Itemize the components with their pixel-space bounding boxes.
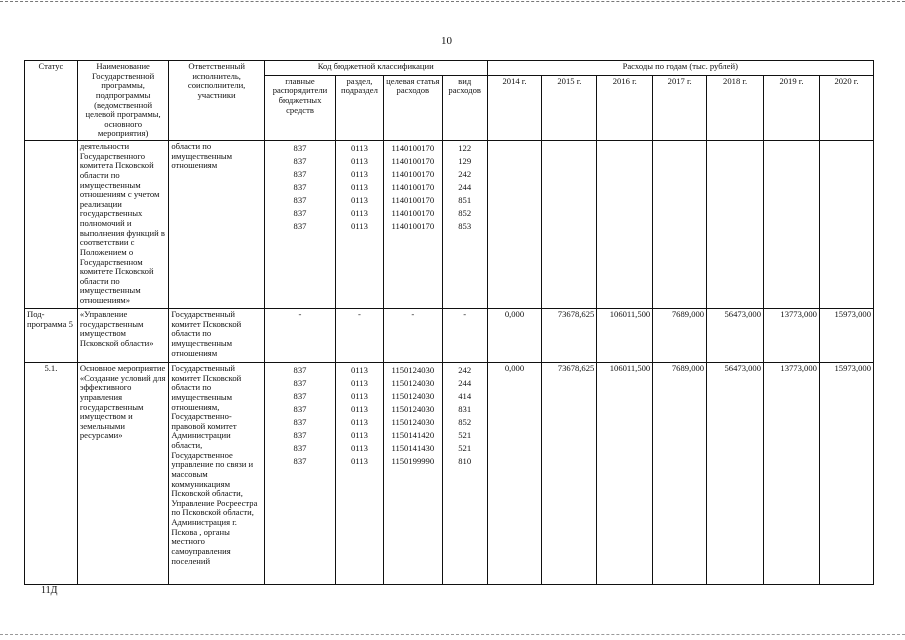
header-year: 2015 г.: [542, 75, 597, 140]
value-cell: 15973,000: [819, 363, 873, 585]
value-cell: 7689,000: [653, 309, 707, 363]
value-cell: [597, 141, 653, 309]
value-cell: [542, 141, 597, 309]
name-cell: «Управление государственным имуществом Псковской области»: [77, 309, 168, 363]
expense-type-cell: 242 244 414 831 852 521 521 810: [442, 363, 487, 585]
value-cell: [707, 141, 764, 309]
header-responsible: Ответственный исполнитель, соисполнители, участники: [169, 61, 265, 141]
header-budget-code: Код бюджетной классификации: [264, 61, 487, 76]
header-year: 2019 г.: [764, 75, 820, 140]
responsible-cell: Государственный комитет Псковской области по имущественным отношениям, Государственно-правовой комитет Администрации области, Государственное управление по связи и массовым коммуникациям Псковской области, Управление Росреестра по Псковской области, Администрация г. Пскова , органы местного самоуправления поселений: [169, 363, 265, 585]
target-item-cell: -: [383, 309, 442, 363]
budget-table: [24, 60, 874, 585]
status-cell: 5.1.: [25, 363, 78, 585]
header-expense-type: вид расходов: [442, 75, 487, 140]
value-cell: 0,000: [487, 309, 542, 363]
value-cell: 106011,500: [597, 309, 653, 363]
table-row: [25, 141, 874, 309]
value-cell: 56473,000: [707, 363, 764, 585]
value-cell: 7689,000: [653, 363, 707, 585]
value-cell: 73678,625: [542, 363, 597, 585]
section-cell: 0113 0113 0113 0113 0113 0113 0113 0113: [336, 363, 384, 585]
header-status: Статус: [25, 61, 78, 141]
chief-admin-cell: 837 837 837 837 837 837 837: [264, 141, 335, 309]
header-year: 2016 г.: [597, 75, 653, 140]
status-cell: Под-программа 5: [25, 309, 78, 363]
status-cell: [25, 141, 78, 309]
responsible-cell: области по имущественным отношениям: [169, 141, 265, 309]
value-cell: [653, 141, 707, 309]
expense-type-cell: 122 129 242 244 851 852 853: [442, 141, 487, 309]
table-row: [25, 309, 874, 363]
expense-type-cell: -: [442, 309, 487, 363]
responsible-cell: Государственный комитет Псковской области по имущественным отношениям: [169, 309, 265, 363]
section-cell: 0113 0113 0113 0113 0113 0113 0113: [336, 141, 384, 309]
footer-code: 11Д: [41, 585, 58, 596]
value-cell: [819, 141, 873, 309]
value-cell: 56473,000: [707, 309, 764, 363]
header-year: 2018 г.: [707, 75, 764, 140]
value-cell: [764, 141, 820, 309]
header-year: 2017 г.: [653, 75, 707, 140]
bottom-dashed-line: [0, 634, 905, 635]
value-cell: [487, 141, 542, 309]
name-cell: деятельности Государственного комитета Псковской области по имущественным отношениям с учетом реализации государственных полномочий и выполнения функций в соответствии с Положением о Государственном комитете Псковской области по имущественным отношениям»: [77, 141, 168, 309]
name-cell: Основное мероприятие «Создание условий для эффективного управления государственным имуществом и земельными ресурсами»: [77, 363, 168, 585]
value-cell: 15973,000: [819, 309, 873, 363]
target-item-cell: 1150124030 1150124030 1150124030 1150124030 1150124030 1150141420 1150141430 1150199990: [383, 363, 442, 585]
top-dashed-line: [0, 1, 905, 2]
header-section: раздел, подраздел: [336, 75, 384, 140]
value-cell: 73678,625: [542, 309, 597, 363]
target-item-cell: 1140100170 1140100170 1140100170 1140100170 1140100170 1140100170 1140100170: [383, 141, 442, 309]
page-number: 10: [441, 35, 452, 47]
chief-admin-cell: 837 837 837 837 837 837 837 837: [264, 363, 335, 585]
chief-admin-cell: -: [264, 309, 335, 363]
value-cell: 13773,000: [764, 309, 820, 363]
section-cell: -: [336, 309, 384, 363]
header-year: 2014 г.: [487, 75, 542, 140]
header-expenses: Расходы по годам (тыс. рублей): [487, 61, 873, 76]
value-cell: 13773,000: [764, 363, 820, 585]
value-cell: 0,000: [487, 363, 542, 585]
header-target-item: целевая статья расходов: [383, 75, 442, 140]
header-chief-admin: главные распорядители бюджетных средств: [264, 75, 335, 140]
header-year: 2020 г.: [819, 75, 873, 140]
table-row: [25, 363, 874, 585]
header-name: Наименование Государственной программы, подпрограммы (ведомственной целевой программы, основного мероприятия): [77, 61, 168, 141]
value-cell: 106011,500: [597, 363, 653, 585]
